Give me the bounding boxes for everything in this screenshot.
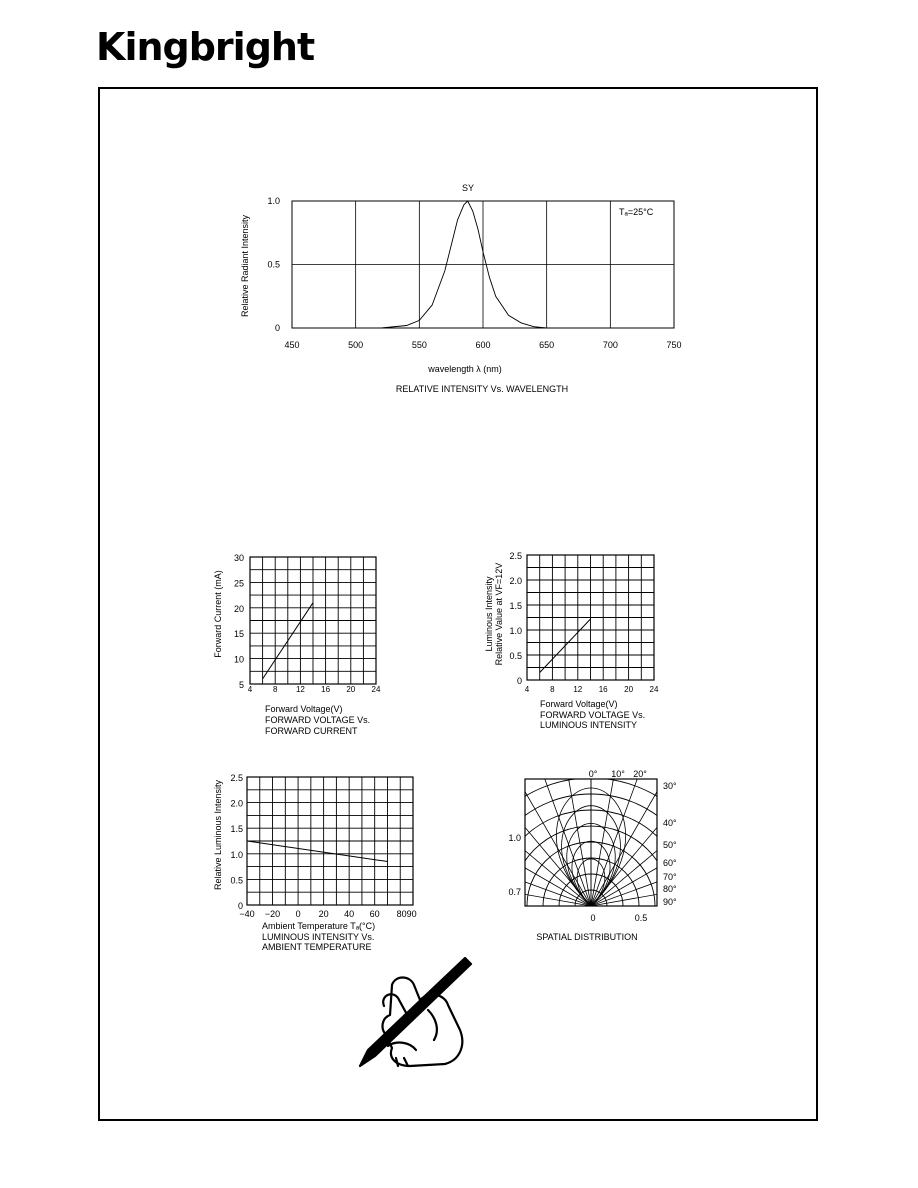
y-tick-label: 25: [233, 578, 244, 589]
y-tick-label: 0.5: [230, 875, 243, 886]
y-tick-label: 20: [233, 603, 244, 614]
polar-ray: [418, 806, 591, 906]
y-tick-label: 2.5: [230, 773, 243, 783]
x-tick-label: 16: [321, 685, 331, 694]
y-tick-label: 1.5: [230, 824, 243, 835]
x-tick-label: 40: [344, 909, 355, 919]
x-axis-label: Forward Voltage(V): [540, 699, 618, 709]
y-tick-label: 0: [516, 676, 522, 686]
y-tick-label: 0.5: [267, 259, 280, 270]
x-tick-label: 20: [346, 685, 356, 694]
y-tick-label: 5: [238, 680, 244, 690]
x-axis-label: Ambient Temperature Tₐ(°C): [262, 921, 376, 931]
polar-ray: [591, 806, 764, 906]
angle-label: 50°: [663, 840, 677, 850]
y-axis-label: Relative Luminous Intensity: [213, 779, 223, 891]
angle-label: 70°: [663, 872, 677, 882]
y-tick-label: 2.5: [509, 551, 522, 561]
y-tick-label: 1.0: [267, 196, 280, 206]
bottom-label: 0.5: [634, 913, 648, 923]
temperature-annotation: Tₐ=25°C: [619, 207, 654, 217]
x-tick-label: 12: [573, 685, 583, 694]
x-tick-label: 650: [539, 340, 555, 350]
angle-label: 60°: [663, 858, 677, 868]
y-tick-label: 15: [233, 629, 244, 640]
x-tick-label: 20: [624, 685, 634, 694]
hand-pen-icon: [360, 958, 471, 1066]
x-tick-label: 8090: [396, 909, 417, 919]
y-tick-label: 1.0: [230, 849, 243, 860]
x-axis-label: wavelength λ (nm): [428, 364, 502, 374]
angle-label: 30°: [663, 781, 677, 791]
x-tick-label: 550: [411, 340, 427, 350]
polar-grid: [391, 706, 791, 906]
x-tick-label: 20: [318, 909, 329, 919]
x-tick-label: 700: [602, 340, 618, 350]
y-tick-label: 0: [274, 323, 280, 333]
x-tick-label: 60: [369, 909, 380, 919]
x-tick-label: 4: [247, 685, 253, 694]
x-tick-label: 16: [598, 685, 608, 694]
x-tick-label: 8: [550, 685, 555, 694]
angle-label: 20°: [633, 769, 647, 779]
hand-outline: [383, 978, 463, 1067]
series-label: SY: [461, 183, 475, 193]
y-tick-label: 0: [237, 901, 243, 911]
series-line: [247, 841, 388, 862]
chart-title: FORWARD VOLTAGE Vs. FORWARD CURRENT: [265, 715, 371, 736]
y-tick-label: 0.5: [509, 651, 522, 661]
x-tick-label: 24: [371, 685, 381, 694]
x-tick-label: 4: [524, 685, 530, 694]
y-axis-label-line2: Relative Value at VF=12V: [494, 562, 504, 666]
y-axis-label: Forward Current (mA): [213, 570, 223, 658]
angle-label: 90°: [663, 897, 677, 907]
x-tick-label: −40: [239, 909, 255, 919]
finger-line: [428, 1010, 437, 1040]
x-tick-label: 500: [348, 340, 364, 350]
x-tick-label: 750: [666, 340, 682, 350]
y-tick-label: 2.0: [230, 798, 243, 809]
x-axis-label: Forward Voltage(V): [265, 704, 343, 714]
x-tick-label: −20: [264, 909, 281, 919]
x-tick-label: 450: [284, 340, 300, 350]
y-tick-label: 30: [233, 553, 244, 563]
bottom-label: 0: [590, 913, 596, 923]
x-tick-label: 600: [475, 340, 491, 350]
x-tick-label: 8: [272, 685, 278, 694]
y-tick-label: 2.0: [509, 576, 522, 586]
y-axis-label-line1: Luminous Intensity: [484, 576, 494, 652]
chart-title: FORWARD VOLTAGE Vs. LUMINOUS INTENSITY: [540, 710, 646, 730]
radial-label: 0.7: [508, 887, 521, 897]
x-tick-label: 12: [295, 685, 305, 694]
angle-label: 0°: [588, 769, 598, 779]
kingbright-logo: Kingbright: [96, 25, 315, 69]
y-axis-label: Relative Radiant Intensity: [240, 214, 250, 318]
angle-label: 80°: [663, 884, 677, 894]
x-tick-label: 0: [295, 909, 301, 919]
x-tick-label: 24: [649, 685, 659, 694]
y-tick-label: 1.5: [509, 601, 522, 611]
chart-title: LUMINOUS INTENSITY Vs. AMBIENT TEMPERATURE: [262, 932, 375, 952]
radial-label: 1.0: [508, 833, 521, 843]
angle-label: 40°: [663, 818, 677, 828]
chart-title: SPATIAL DISTRIBUTION: [536, 932, 638, 942]
y-tick-label: 10: [233, 654, 244, 665]
angle-label: 10°: [611, 769, 625, 779]
y-tick-label: 1.0: [509, 626, 522, 636]
chart-title: RELATIVE INTENSITY Vs. WAVELENGTH: [395, 384, 569, 394]
